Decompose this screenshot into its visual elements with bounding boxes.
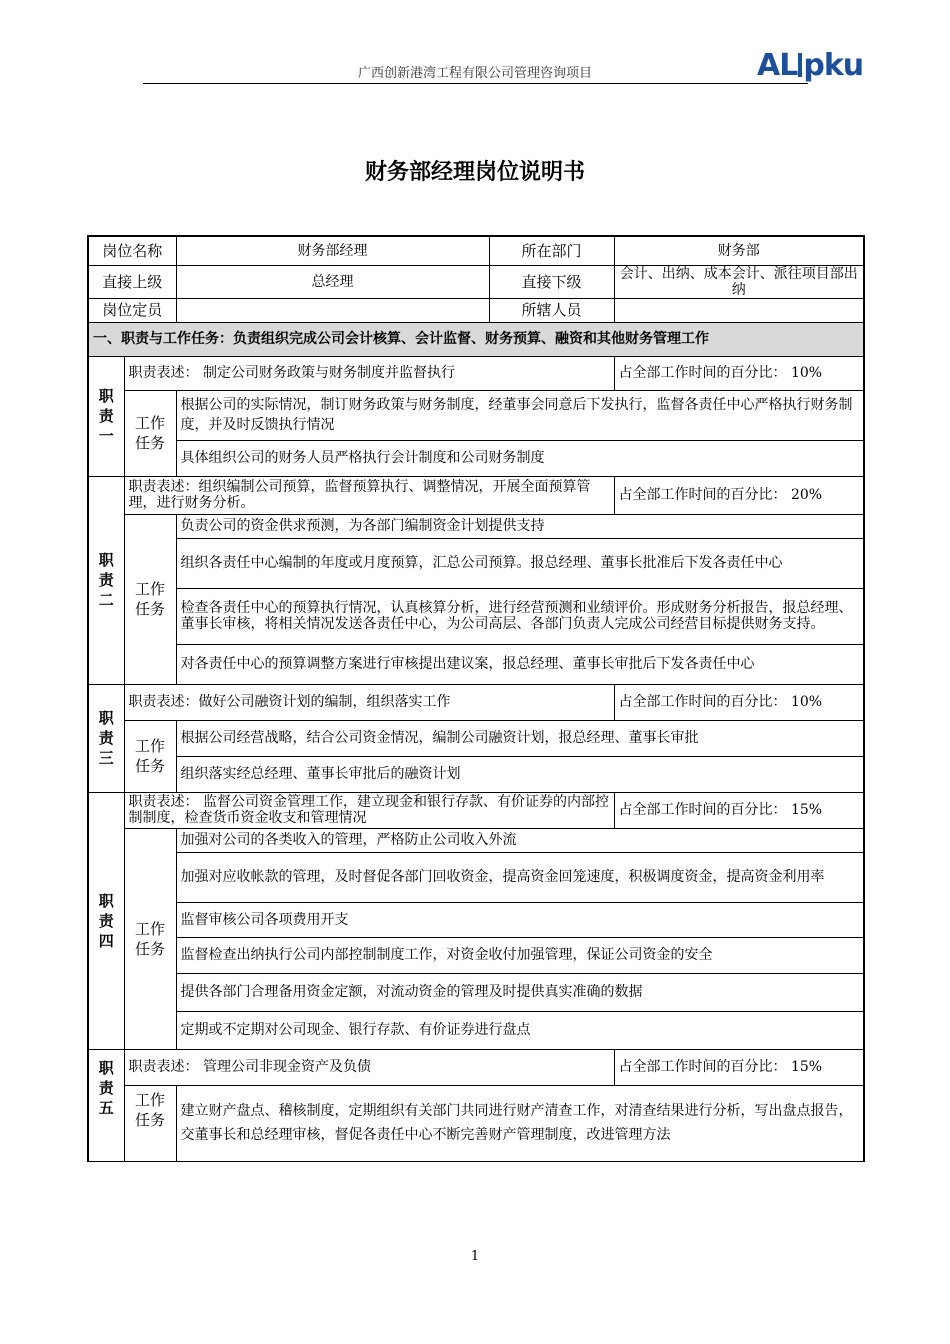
duty-4-work-label: 工作任务 <box>124 828 176 1049</box>
duty-4-pct: 占全部工作时间的百分比： 15% <box>614 792 864 828</box>
position-value: 财务部经理 <box>176 236 489 265</box>
duty-3-desc: 职责表述：做好公司融资计划的编制，组织落实工作 <box>124 684 614 720</box>
dept-value: 财务部 <box>614 236 864 265</box>
duty-2-pct: 占全部工作时间的百分比： 20% <box>614 476 864 514</box>
superior-value: 总经理 <box>176 265 489 298</box>
duty-5-label: 职责五 <box>88 1049 124 1161</box>
duty-5-task-1: 建立财产盘点、稽核制度，定期组织有关部门共同进行财产清查工作，对清查结果进行分析，写出盘点报告，交董事长和总经理审核，督促各责任中心不断完善财产管理制度，改进管理方法 <box>176 1085 864 1161</box>
duty-4-task-6: 定期或不定期对公司现金、银行存款、有价证券进行盘点 <box>176 1011 864 1049</box>
duty-4-task-1: 加强对公司的各类收入的管理，严格防止公司收入外流 <box>176 828 864 852</box>
staff-label: 所辖人员 <box>489 298 614 322</box>
company-logo: AL pku <box>757 48 864 83</box>
duty-2-desc: 职责表述：组织编制公司预算，监督预算执行、调整情况，开展全面预算管理，进行财务分析。 <box>124 476 614 514</box>
duty-1-label: 职责一 <box>88 356 124 476</box>
subordinate-value: 会计、出纳、成本会计、派往项目部出纳 <box>614 265 864 298</box>
quota-label: 岗位定员 <box>88 298 176 322</box>
duty-1-work-label: 工作任务 <box>124 390 176 476</box>
section-heading: 一、职责与工作任务：负责组织完成公司会计核算、会计监督、财务预算、融资和其他财务管理工作 <box>88 322 864 356</box>
duty-2-task-1: 负责公司的资金供求预测，为各部门编制资金计划提供支持 <box>176 514 864 538</box>
job-description-table <box>87 235 865 1162</box>
header-text: 广西创新港湾工程有限公司管理咨询项目 <box>357 66 592 81</box>
duty-5-desc: 职责表述： 管理公司非现金资产及负债 <box>124 1049 614 1085</box>
duty-1-pct: 占全部工作时间的百分比： 10% <box>614 356 864 390</box>
page-number: 1 <box>470 1249 480 1264</box>
duty-3-task-1: 根据公司经营战略，结合公司资金情况，编制公司融资计划，报总经理、董事长审批 <box>176 720 864 756</box>
duty-1-task-1: 根据公司的实际情况，制订财务政策与财务制度，经董事会同意后下发执行，监督各责任中心严格执行财务制度，并及时反馈执行情况 <box>176 390 864 440</box>
duty-3-task-2: 组织落实经总经理、董事长审批后的融资计划 <box>176 756 864 792</box>
duty-4-task-3: 监督审核公司各项费用开支 <box>176 902 864 937</box>
duty-2-work-label: 工作任务 <box>124 514 176 684</box>
duty-4-task-5: 提供各部门合理备用资金定额，对流动资金的管理及时提供真实准确的数据 <box>176 973 864 1011</box>
duty-3-work-label: 工作任务 <box>124 720 176 792</box>
header-divider <box>143 83 808 84</box>
position-label: 岗位名称 <box>88 236 176 265</box>
page-title: 财务部经理岗位说明书 <box>364 160 585 185</box>
duty-4-label: 职责四 <box>88 792 124 1049</box>
duty-2-task-4: 对各责任中心的预算调整方案进行审核提出建议案，报总经理、董事长审批后下发各责任中心 <box>176 644 864 684</box>
duty-4-task-2: 加强对应收帐款的管理，及时督促各部门回收资金，提高资金回笼速度，积极调度资金，提高资金利用率 <box>176 852 864 902</box>
duty-3-label: 职责三 <box>88 684 124 792</box>
superior-label: 直接上级 <box>88 265 176 298</box>
duty-4-desc: 职责表述： 监督公司资金管理工作，建立现金和银行存款、有价证券的内部控制制度，检查货币资金收支和管理情况 <box>124 792 614 828</box>
duty-4-task-4: 监督检查出纳执行公司内部控制制度工作，对资金收付加强管理，保证公司资金的安全 <box>176 937 864 973</box>
duty-2-label: 职责二 <box>88 476 124 684</box>
duty-1-desc: 职责表述： 制定公司财务政策与财务制度并监督执行 <box>124 356 614 390</box>
dept-label: 所在部门 <box>489 236 614 265</box>
duty-2-task-3: 检查各责任中心的预算执行情况，认真核算分析，进行经营预测和业绩评价。形成财务分析报告，报总经理、董事长审核，将相关情况发送各责任中心，为公司高层、各部门负责人完成公司经营目标提供财务支持。 <box>176 588 864 644</box>
duty-5-work-label: 工作任务 <box>124 1085 176 1161</box>
subordinate-label: 直接下级 <box>489 265 614 298</box>
duty-3-pct: 占全部工作时间的百分比： 10% <box>614 684 864 720</box>
staff-value <box>614 298 864 322</box>
quota-value <box>176 298 489 322</box>
duty-2-task-2: 组织各责任中心编制的年度或月度预算，汇总公司预算。报总经理、董事长批准后下发各责任中心 <box>176 538 864 588</box>
duty-5-pct: 占全部工作时间的百分比： 15% <box>614 1049 864 1085</box>
duty-1-task-2: 具体组织公司的财务人员严格执行会计制度和公司财务制度 <box>176 440 864 476</box>
